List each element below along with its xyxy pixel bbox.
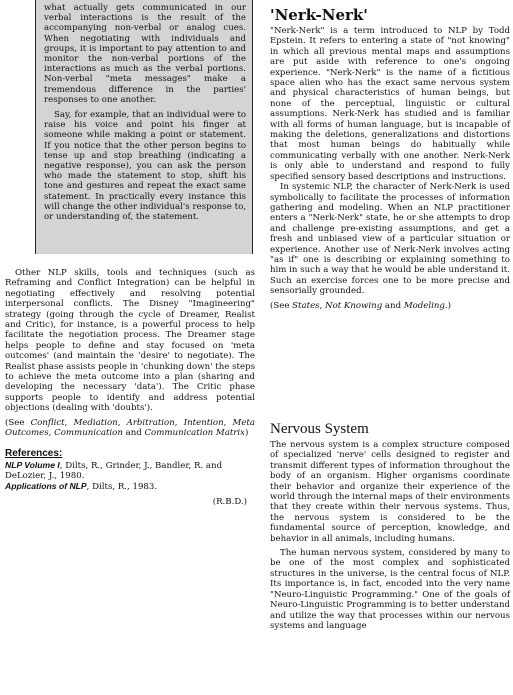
see-also-mediation: Mediation	[73, 417, 118, 428]
see-also-arbitration: Arbitration	[126, 417, 175, 428]
author-signature: (R.B.D.)	[212, 496, 247, 507]
see-also-meta-outcomes: Meta Outcomes	[5, 417, 255, 439]
see-also-states: States	[292, 300, 320, 311]
see-also-communication-matrix: Communication Matrix	[144, 428, 246, 439]
left-body-paragraph: Other NLP skills, tools and techniques (such as Reframing and Conflict Integration) can be helpful in negotiating effectively and resolving potential interpersonal conflicts. The Disney "Imagineering" strategy (going through the cycle of Dreamer, Realist and Critic), for instance, is a powerful process to help facilitate the negotiation process. The Dreamer stage helps people to define and stay focused on 'meta outcomes' (and maintain the 'desire' to negotiate). The Realist phase assists people in 'chunking down' the steps to achieve the meta outcome into a plan (sharing and developing the necessary 'data'). The Critic phase supports people to identify and address potential objections (dealing with 'doubts').	[5, 268, 255, 414]
see-also-conflict: Conflict	[30, 417, 65, 428]
nervous-system-heading: Nervous System	[270, 421, 369, 437]
left-see-also: (See Conflict, Mediation, Arbitration, Intention, Meta Outcomes, Communication and Communication Matrix)	[5, 417, 255, 439]
box-paragraph-2: Say, for example, that an individual were to raise his voice and point his finger at someone while making a point or statement. If you notice that the other person begins to tense up and stop breathing (indicating a negative response), you can ask the person who made the statement to stop, shift his tone and gestures and repeat the exact same statement. In practically every instance this will change the other individual's response to, or understanding of, the statement.	[44, 110, 246, 223]
reference-1: NLP Volume I, Dilts, R., Grinder, J., Bandler, R. and DeLozier, J., 1980.	[5, 459, 223, 481]
left-body	[5, 268, 255, 507]
shaded-sidebar-box	[35, 0, 253, 254]
see-also-communication: Communication	[54, 428, 123, 439]
nervous-paragraph-1: The nervous system is a complex structure composed of specialized 'nerve' cells designed to register and transmit different types of information throughout the body of an organism. Higher organisms coordinate their behavior and organize their experience of the world through the internal maps of their environments that they create within their nervous systems. Thus, the nervous system is considered to be the fundamental source of perception, knowledge, and behavior in all animals, including humans.	[270, 440, 510, 544]
nervous-system-body	[270, 440, 510, 631]
references-heading: References:	[5, 447, 63, 459]
see-also-modeling: Modeling	[403, 300, 445, 311]
reference-2: Applications of NLP, Dilts, R., 1983.	[5, 481, 158, 493]
nervous-paragraph-2: The human nervous system, considered by many to be one of the most complex and sophisticated structures in the universe, is the central focus of NLP. Its importance is, in fact, encoded into the very name "Neuro-Linguistic Programming." One of the goals of Neuro-Linguistic Programming is to better understand and utilize the way that processes within our nervous systems and language	[270, 548, 510, 631]
nerk-nerk-body	[270, 26, 510, 311]
see-also-not-knowing: Not Knowing	[325, 300, 383, 311]
nerk-see-also: (See States, Not Knowing and Modeling.)	[270, 300, 452, 311]
see-also-intention: Intention	[183, 417, 224, 428]
box-paragraph-1: what actually gets communicated in our verbal interactions is the result of the accompanying non-verbal or analog cues. When negotiating with individuals and groups, it is important to pay attention to and monitor the non-verbal portions of the interactions as much as the verbal portions. Non-verbal "meta messages" make a tremendous difference in the parties' responses to one another.	[44, 3, 246, 105]
nerk-paragraph-1: "Nerk-Nerk" is a term introduced to NLP by Todd Epstein. It refers to entering a state of "not knowing" in which all previous mental maps and assumptions are put aside with reference to one's ongoing experience. "Nerk-Nerk" is the name of a fictitious space alien who has the exact same nervous system and physical characteristics of human beings, but none of the perceptual, linguistic or cultural assumptions. Nerk-Nerk has studied and is familiar with all forms of human language, but is incapable of making the deletions, generalizations and distortions that most human beings do habitually while communicating verbally with one another. Nerk-Nerk is only able to understand and respond to fully specified sensory based descriptions and instructions.	[270, 26, 510, 182]
nerk-nerk-heading: 'Nerk-Nerk'	[270, 6, 368, 24]
nerk-paragraph-2: In systemic NLP, the character of Nerk-Nerk is used symbolically to facilitate the processes of information gathering and modeling. When an NLP practitioner enters a "Nerk-Nerk" state, he or she attempts to drop and challenge pre-existing assumptions, and get a fresh and unbiased view of a particular situation or experience. Another use of Nerk-Nerk involves acting "as if" one is describing or explaining something to him in such a way that he would be able understand it. Such an exercise forces one to be more precise and sensorially grounded.	[270, 182, 510, 297]
